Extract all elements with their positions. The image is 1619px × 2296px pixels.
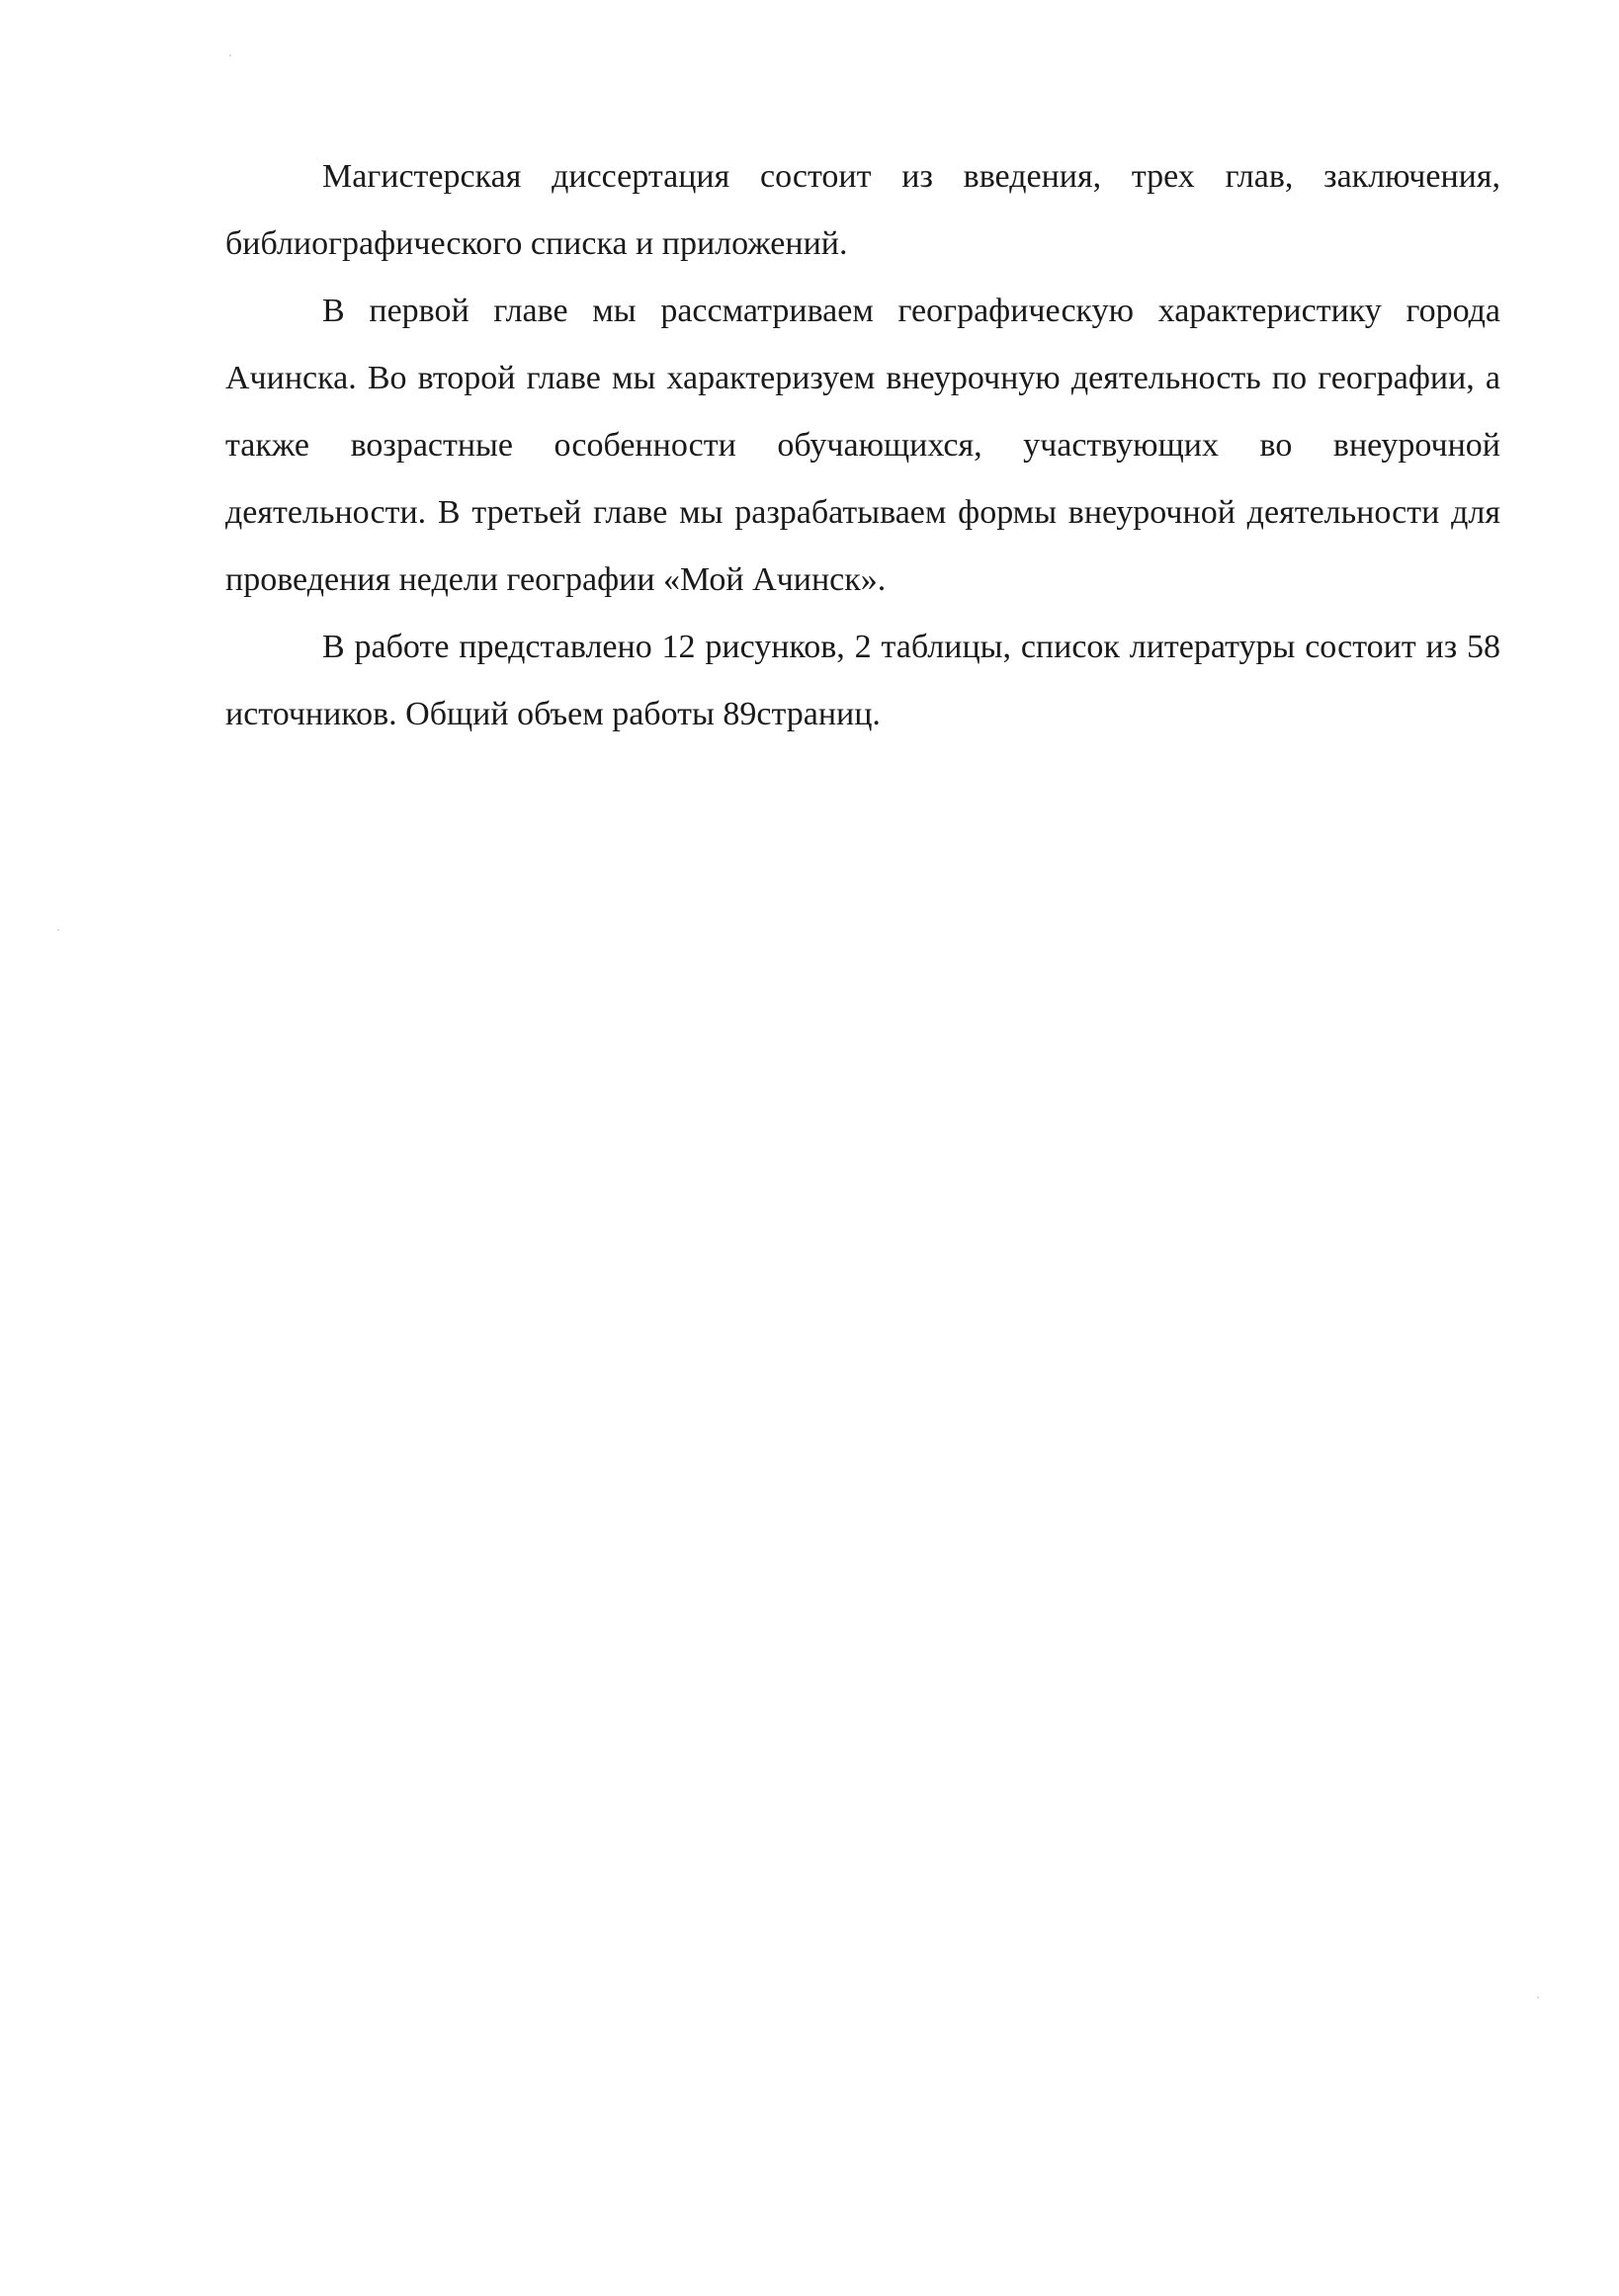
scan-speck — [1537, 1997, 1539, 1998]
scan-speck — [57, 929, 59, 931]
paragraph-chapters: В первой главе мы рассматриваем географическую характеристику города Ачинска. Во второй главе мы характеризуем внеурочную деятельность по географии, а также возрастные особенности обучающихся, участвующих во внеурочной деятельности. В третьей главе мы разрабатываем формы внеурочной деятельности для проведения недели географии «Мой Ачинск». — [225, 293, 1500, 598]
paragraph-statistics: В работе представлено 12 рисунков, 2 таблицы, список литературы состоит из 58 источников. Общий объем работы 89страниц. — [225, 629, 1500, 732]
paragraph-structure: Магистерская диссертация состоит из введения, трех глав, заключения, библиографического списка и приложений. — [225, 158, 1500, 262]
body-text — [225, 143, 1500, 748]
scan-speck — [229, 54, 231, 56]
